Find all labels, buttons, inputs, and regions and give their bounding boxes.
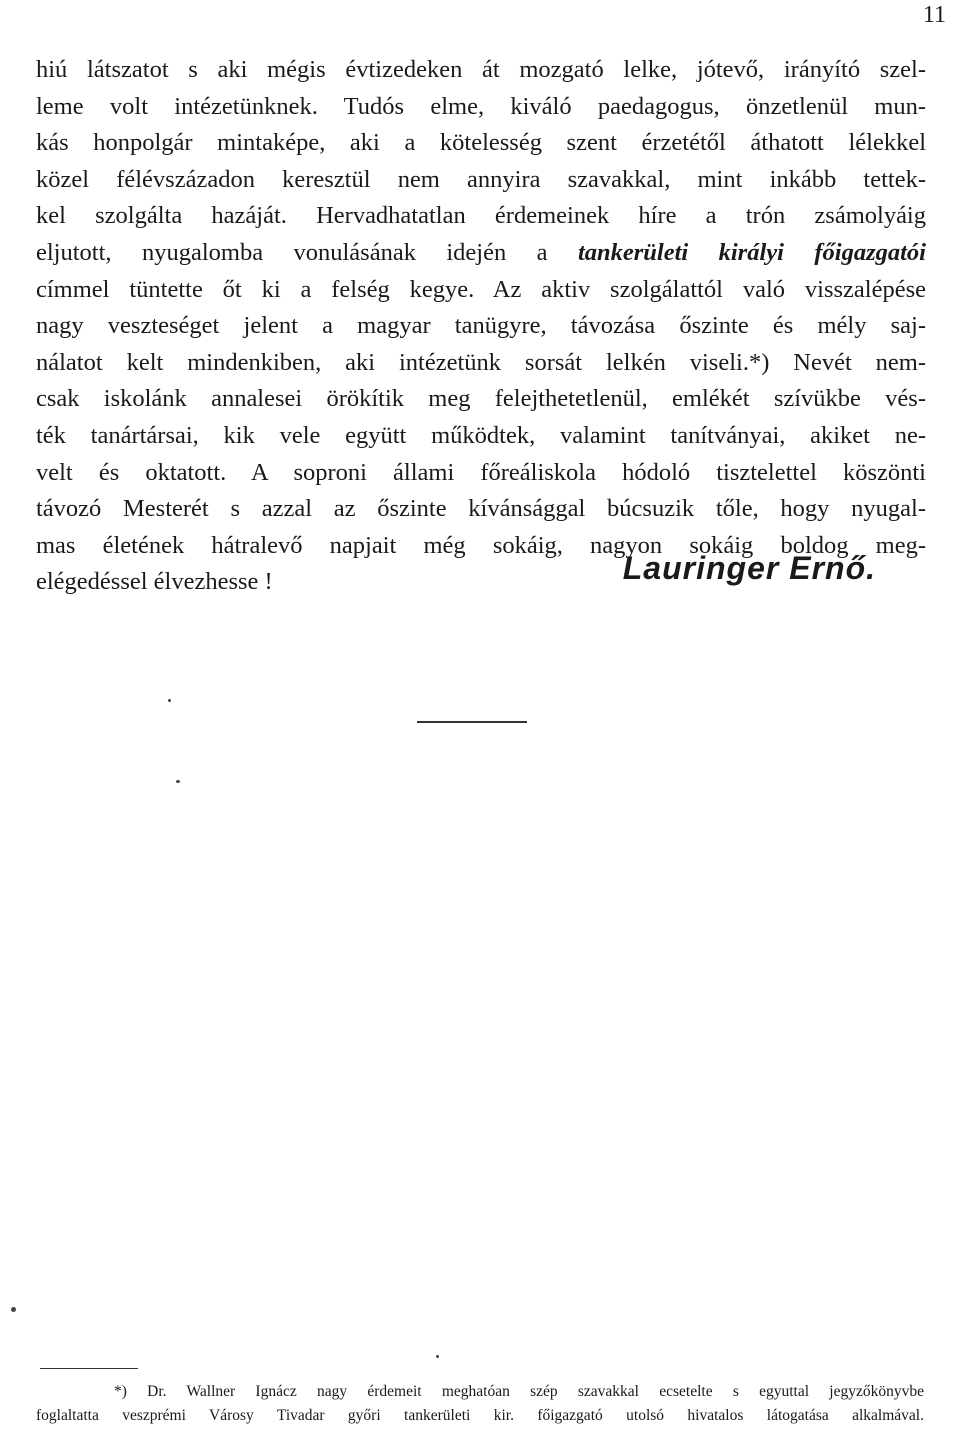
text-line: leme volt intézetünknek. Tudós elme, kiváló paedagogus, önzetlenül mun- bbox=[36, 92, 926, 120]
footnote bbox=[36, 1380, 924, 1428]
page-number: 11 bbox=[922, 2, 946, 28]
text-line: nálatot kelt mindenkiben, aki intézetünk sorsát lelkén viseli.*) Nevét nem- bbox=[36, 348, 926, 376]
footnote-line: *) Dr. Wallner Ignácz nagy érdemeit meghatóan szép szavakkal ecsetelte s egyuttal jegyzőkönyvbe bbox=[114, 1383, 924, 1400]
text-line: hiú látszatot s aki mégis évtizedeken át mozgató lelke, jótevő, irányító szel- bbox=[36, 56, 926, 83]
text-line-last: elégedéssel élvezhesse ! bbox=[36, 568, 273, 596]
print-speck bbox=[436, 1355, 439, 1358]
footnote-divider bbox=[40, 1368, 138, 1369]
footnote-line: foglaltatta veszprémi Városy Tivadar győri tankerületi kir. főigazgató utolsó hivatalos látogatása alkalmával. bbox=[36, 1407, 924, 1424]
body-text bbox=[36, 52, 926, 601]
print-speck bbox=[11, 1307, 16, 1312]
print-speck bbox=[176, 780, 180, 783]
text-line: ték tanártársai, kik vele együtt működtek, valamint tanítványai, akiket ne- bbox=[36, 421, 926, 449]
text-line: mas életének hátralevő napjait még sokáig, nagyon sokáig boldog meg- bbox=[36, 531, 926, 559]
text-line: címmel tüntette őt ki a felség kegye. Az aktiv szolgálattól való visszalépése bbox=[36, 275, 926, 303]
italic-title: tankerületi királyi főigazgatói bbox=[577, 238, 926, 266]
text-line-with-italic bbox=[36, 235, 926, 272]
print-speck bbox=[168, 699, 171, 702]
text-run: eljutott, nyugalomba vonulásának idején a bbox=[36, 238, 578, 266]
section-divider bbox=[417, 721, 527, 723]
text-line: kel szolgálta hazáját. Hervadhatatlan érdemeinek híre a trón zsámolyáig bbox=[36, 202, 926, 230]
text-line: közel félévszázadon keresztül nem annyira szavakkal, mint inkább tettek- bbox=[36, 165, 926, 193]
text-line: nagy veszteséget jelent a magyar tanügyre, távozása őszinte és mély saj- bbox=[36, 312, 926, 340]
author-signature: Lauringer Ernő. bbox=[622, 550, 876, 586]
text-line: kás honpolgár mintaképe, aki a kötelesség szent érzetétől áthatott lélekkel bbox=[36, 129, 926, 157]
text-line: távozó Mesterét s azzal az őszinte kívánsággal búcsuzik tőle, hogy nyugal- bbox=[36, 495, 926, 523]
text-line: velt és oktatott. A soproni állami főreáliskola hódoló tisztelettel köszönti bbox=[36, 458, 926, 486]
text-line: csak iskolánk annalesei örökítik meg felejthetetlenül, emlékét szívükbe vés- bbox=[36, 385, 926, 413]
